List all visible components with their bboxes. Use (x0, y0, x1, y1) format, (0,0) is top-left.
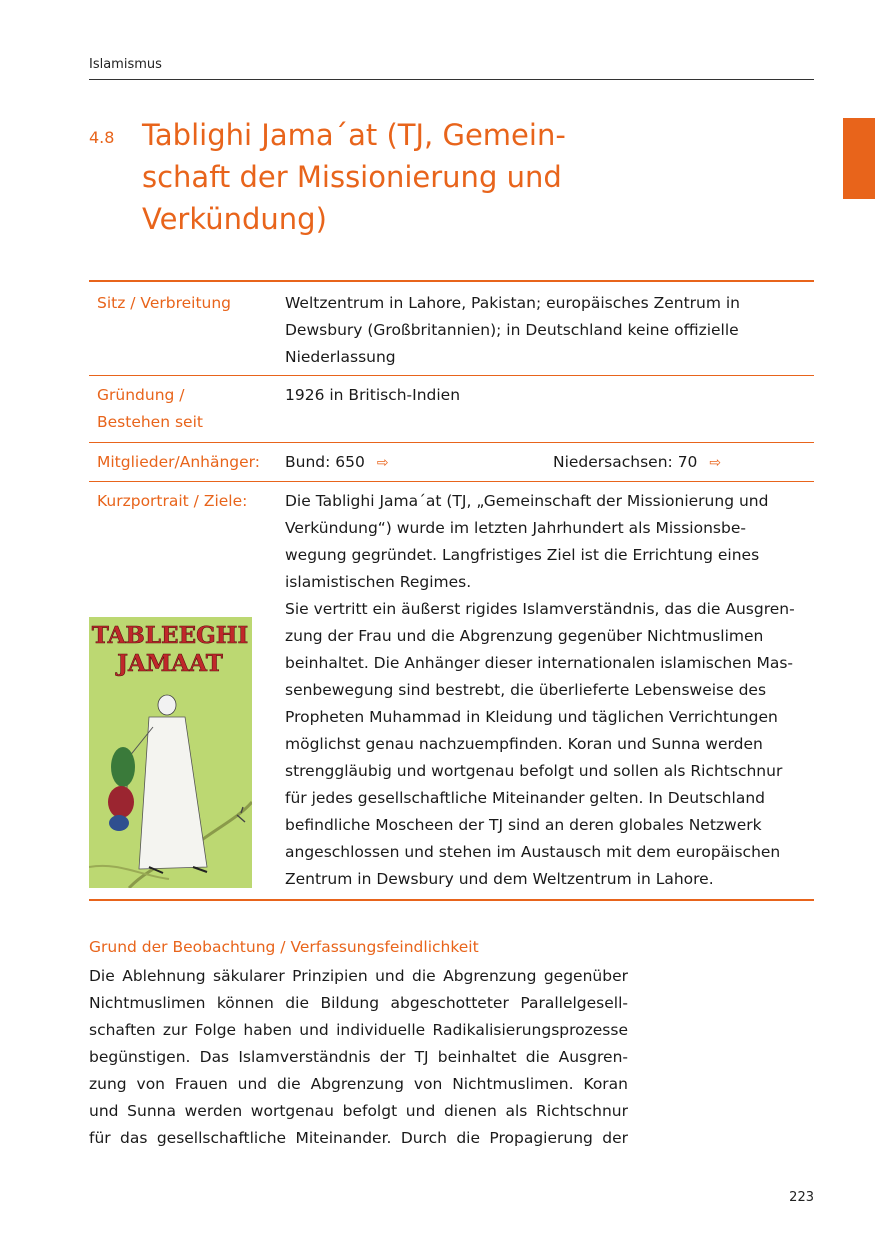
text-line: Die Tablighi Jama´at (TJ, „Gemeinschaft der Missionierung und (285, 492, 769, 510)
text-line: Dewsbury (Großbritannien); in Deutschland keine offizielle (285, 321, 739, 339)
text-line: und Sunna werden wortgenau befolgt und dienen als Richtschnur (89, 1102, 628, 1120)
section-title-line: Tablighi Jama´at (TJ, Gemein- (142, 118, 566, 152)
text-line: islamistischen Regimes. (285, 573, 472, 591)
observation-body (89, 963, 628, 1152)
running-title: Islamismus (89, 57, 162, 72)
text-line: wegung gegründet. Langfristiges Ziel ist die Errichtung eines (285, 546, 760, 564)
text-line: befindliche Moscheen der TJ sind an deren globales Netzwerk (285, 816, 762, 834)
row-members-label: Mitglieder/Anhänger: (97, 453, 260, 471)
text-line: schaften zur Folge haben und individuelle Radikalisierungsprozesse (89, 1021, 628, 1039)
text-line: Sie vertritt ein äußerst rigides Islamverständnis, das die Ausgren- (285, 600, 795, 618)
row-seat-value (285, 290, 740, 371)
label-line: Bestehen seit (97, 413, 203, 431)
arrow-right-icon: ⇨ (376, 455, 389, 471)
row-portrait-label: Kurzportrait / Ziele: (97, 492, 248, 510)
section-title-line: schaft der Missionierung und (142, 160, 562, 194)
row-portrait (89, 482, 814, 899)
cover-title-line1: TABLEEGHI (91, 622, 249, 649)
page-number: 223 (789, 1190, 814, 1205)
arrow-right-icon: ⇨ (709, 455, 722, 471)
text-line: senbewegung sind bestrebt, die überlieferte Lebensweise des (285, 681, 767, 699)
section-title (142, 114, 622, 240)
text-line: strenggläubig und wortgenau befolgt und sollen als Richtschnur (285, 762, 783, 780)
text-line: begünstigen. Das Islamverständnis der TJ beinhaltet die Ausgren- (89, 1048, 628, 1066)
fact-table (89, 280, 814, 901)
text-line: beinhaltet. Die Anhänger dieser internationalen islamischen Mas- (285, 654, 794, 672)
text-line: für das gesellschaftliche Miteinander. Durch die Propagierung der (89, 1129, 628, 1147)
members-state-value: Niedersachsen: 70 (553, 453, 698, 471)
text-line: Weltzentrum in Lahore, Pakistan; europäisches Zentrum in (285, 294, 740, 312)
row-portrait-value (285, 488, 795, 893)
row-seat (89, 282, 814, 375)
text-line: Die Ablehnung säkularer Prinzipien und die Abgrenzung gegenüber (89, 967, 628, 985)
text-line: möglichst genau nachzuempfinden. Koran und Sunna werden (285, 735, 763, 753)
header-rule (89, 79, 814, 80)
cover-illustration (89, 617, 252, 888)
section-number: 4.8 (89, 128, 115, 147)
text-line: für jedes gesellschaftliche Miteinander gelten. In Deutschland (285, 789, 765, 807)
text-line: Niederlassung (285, 348, 396, 366)
label-line: Gründung / (97, 386, 185, 404)
chapter-tab-marker (843, 118, 875, 199)
section-title-line: Verkündung) (142, 202, 327, 236)
members-state (553, 449, 721, 477)
table-bottom-rule (89, 899, 814, 901)
cover-title-line2: JAMAAT (117, 650, 223, 677)
text-line: zung von Frauen und die Abgrenzung von Nichtmuslimen. Koran (89, 1075, 628, 1093)
row-founding-label (97, 382, 203, 436)
observation-heading: Grund der Beobachtung / Verfassungsfeindlichkeit (89, 938, 479, 956)
row-founding (89, 376, 814, 442)
book-cover-image (89, 617, 252, 888)
text-line: Zentrum in Dewsbury und dem Weltzentrum in Lahore. (285, 870, 714, 888)
row-seat-label: Sitz / Verbreitung (97, 294, 232, 312)
members-federal (285, 449, 389, 477)
text-line: angeschlossen und stehen im Austausch mit dem europäischen (285, 843, 781, 861)
text-line: Propheten Muhammad in Kleidung und täglichen Verrichtungen (285, 708, 778, 726)
members-federal-value: Bund: 650 (285, 453, 365, 471)
row-members (89, 443, 814, 481)
text-line: Verkündung“) wurde im letzten Jahrhundert als Missionsbe- (285, 519, 746, 537)
text-line: zung der Frau und die Abgrenzung gegenüber Nichtmuslimen (285, 627, 764, 645)
text-line: Nichtmuslimen können die Bildung abgeschotteter Parallelgesell- (89, 994, 628, 1012)
row-founding-value: 1926 in Britisch-Indien (285, 386, 461, 404)
